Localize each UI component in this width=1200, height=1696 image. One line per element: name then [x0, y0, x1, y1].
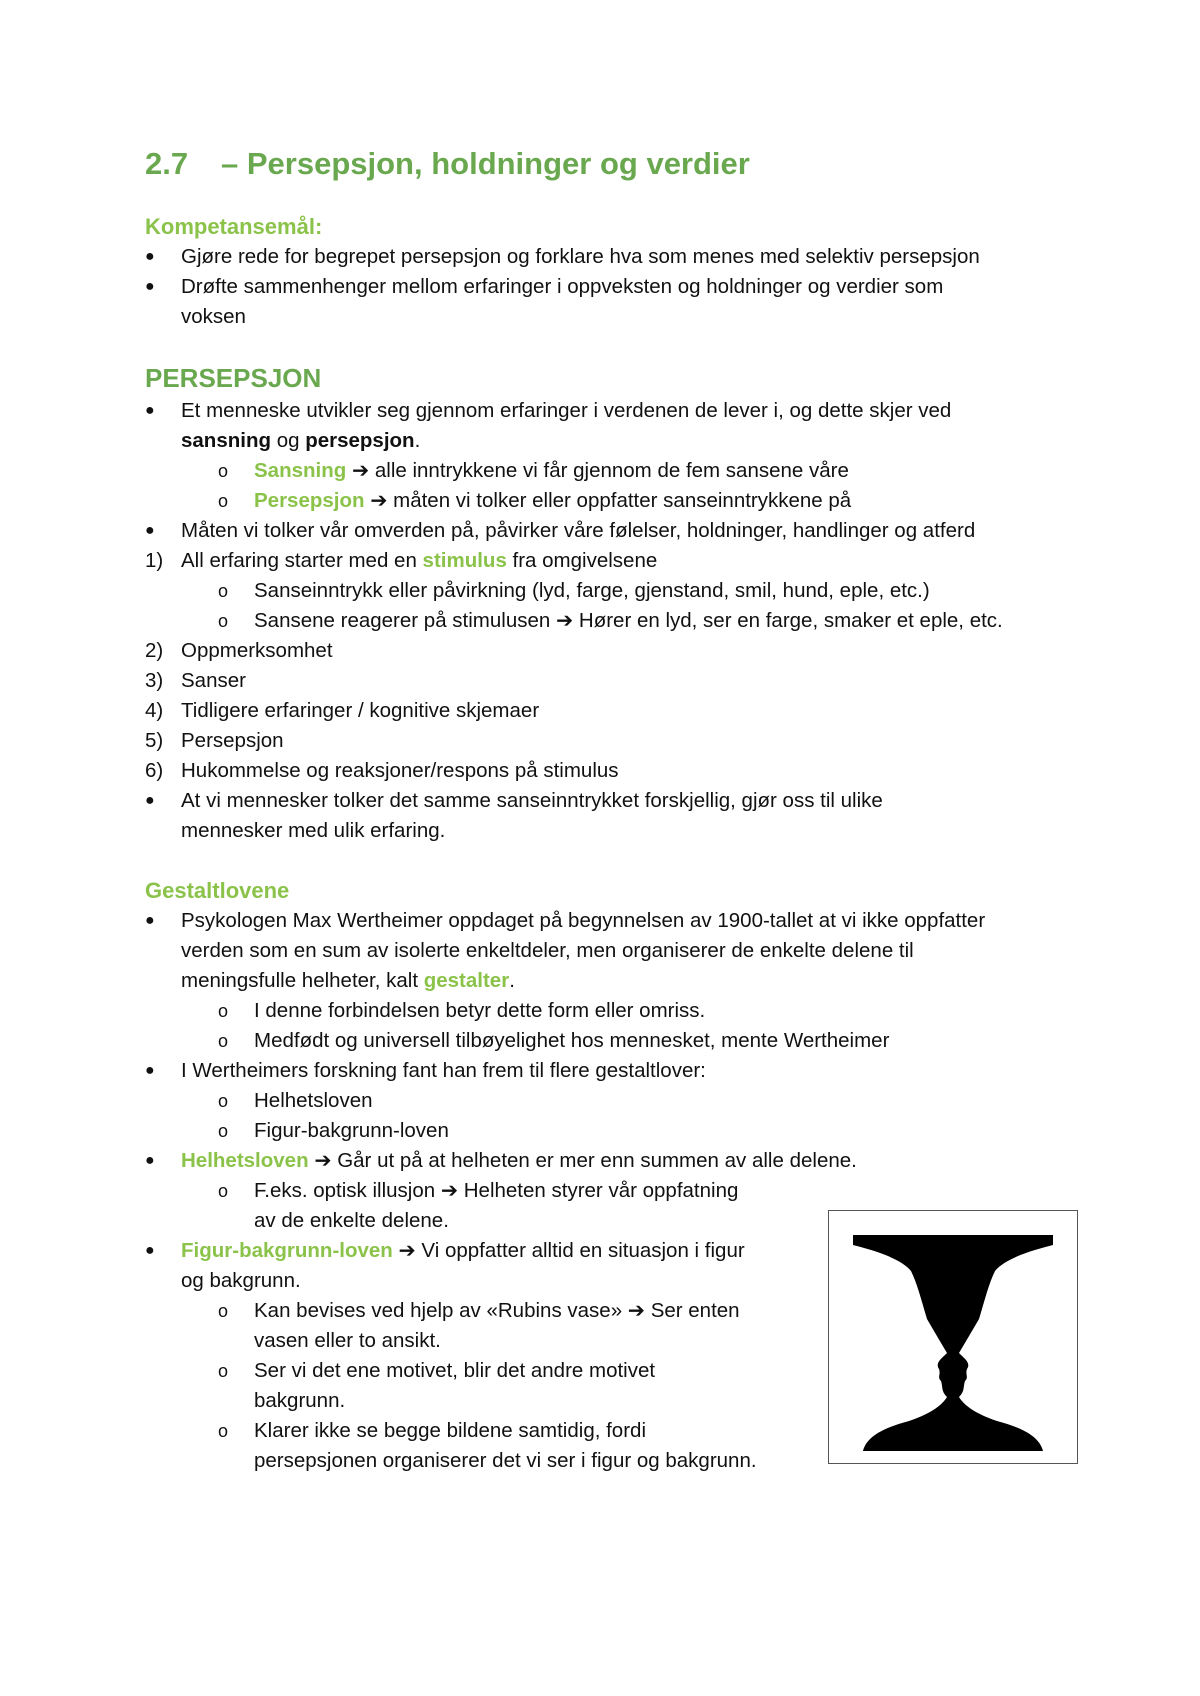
- sub-list-item: o Klarer ikke se begge bildene samtidig, fordi: [145, 1416, 1085, 1446]
- list-item: ● Måten vi tolker vår omverden på, påvirker våre følelser, holdninger, handlinger og atferd: [145, 516, 1085, 546]
- hollow-bullet-icon: o: [218, 1181, 229, 1201]
- persepsjon-heading: PERSEPSJON: [145, 363, 322, 393]
- list-item: ● I Wertheimers forskning fant han frem til flere gestaltlover:: [145, 1056, 1085, 1086]
- sub-list-item: o Helhetsloven: [145, 1086, 1085, 1116]
- sub-list-item-continuation: bakgrunn.: [254, 1389, 346, 1412]
- list-item-continuation: verden som en sum av isolerte enkeltdeler, men organiserer de enkelte delene til: [181, 939, 914, 962]
- arrow-icon: ➔: [314, 1149, 332, 1172]
- page-title: [145, 142, 1085, 186]
- list-item: ● Figur-bakgrunn-loven ➔ Vi oppfatter alltid en situasjon i figur: [145, 1236, 1085, 1266]
- bullet-icon: ●: [145, 792, 155, 809]
- list-item: ● Et menneske utvikler seg gjennom erfaringer i verdenen de lever i, og dette skjer ved: [145, 396, 1085, 426]
- rubins-vase-image: [828, 1210, 1078, 1464]
- list-item: ● Helhetsloven ➔ Går ut på at helheten er mer enn summen av alle delene.: [145, 1146, 1085, 1176]
- bullet-icon: ●: [145, 1242, 155, 1259]
- list-item-continuation: sansning og persepsjon.: [181, 429, 421, 452]
- list-item-continuation: mennesker med ulik erfaring.: [181, 819, 446, 842]
- gestalt-heading: Gestaltlovene: [145, 878, 290, 903]
- hollow-bullet-icon: o: [218, 491, 229, 511]
- arrow-icon: ➔: [351, 459, 370, 482]
- arrow-icon: ➔: [370, 489, 388, 512]
- sub-list-item: o Kan bevises ved hjelp av «Rubins vase» ➔ Ser enten: [145, 1296, 1085, 1326]
- list-item-continuation: meningsfulle helheter, kalt gestalter.: [181, 969, 515, 992]
- hollow-bullet-icon: o: [218, 1361, 229, 1381]
- arrow-icon: ➔: [398, 1239, 416, 1262]
- bullet-icon: ●: [145, 248, 155, 265]
- arrow-icon: ➔: [440, 1179, 459, 1202]
- bullet-icon: ●: [145, 278, 155, 295]
- sub-list-item: o Figur-bakgrunn-loven: [145, 1116, 1085, 1146]
- numbered-item: 3) Sanser: [145, 669, 246, 692]
- bullet-icon: ●: [145, 402, 155, 419]
- list-item-continuation: voksen: [181, 305, 246, 328]
- numbered-item: 6) Hukommelse og reaksjoner/respons på stimulus: [145, 759, 619, 782]
- sub-list-item: o Persepsjon ➔ måten vi tolker eller oppfatter sanseinntrykkene på: [145, 486, 1085, 516]
- list-item: ● Gjøre rede for begrepet persepsjon og forklare hva som menes med selektiv persepsjon: [145, 242, 1085, 272]
- sub-list-item: o Medfødt og universell tilbøyelighet hos mennesket, mente Wertheimer: [145, 1026, 1085, 1056]
- sub-list-item-continuation: persepsjonen organiserer det vi ser i figur og bakgrunn.: [254, 1449, 757, 1472]
- bullet-icon: ●: [145, 522, 155, 539]
- bullet-icon: ●: [145, 912, 155, 929]
- hollow-bullet-icon: o: [218, 1001, 229, 1021]
- list-item: ● Drøfte sammenhenger mellom erfaringer i oppveksten og holdninger og verdier som: [145, 272, 1085, 302]
- numbered-item: 2) Oppmerksomhet: [145, 639, 333, 662]
- sub-list-item: o I denne forbindelsen betyr dette form eller omriss.: [145, 996, 1085, 1026]
- kompetanse-heading: Kompetansemål:: [145, 214, 323, 239]
- hollow-bullet-icon: o: [218, 1421, 229, 1441]
- sub-list-item-continuation: av de enkelte delene.: [254, 1209, 449, 1232]
- hollow-bullet-icon: o: [218, 611, 229, 631]
- hollow-bullet-icon: o: [218, 461, 229, 481]
- list-item: ● At vi mennesker tolker det samme sanseinntrykket forskjellig, gjør oss til ulike: [145, 786, 1085, 816]
- numbered-item: 1) All erfaring starter med en stimulus fra omgivelsene: [145, 549, 658, 572]
- sub-list-item: o Sansene reagerer på stimulusen ➔ Hører en lyd, ser en farge, smaker et eple, etc.: [145, 606, 1085, 636]
- arrow-icon: ➔: [627, 1299, 645, 1322]
- numbered-item: 5) Persepsjon: [145, 729, 284, 752]
- sub-list-item: o Sanseinntrykk eller påvirkning (lyd, farge, gjenstand, smil, hund, eple, etc.): [145, 576, 1085, 606]
- arrow-icon: ➔: [556, 609, 574, 632]
- sub-list-item: o Ser vi det ene motivet, blir det andre motivet: [145, 1356, 1085, 1386]
- rubins-vase-icon: [829, 1211, 1077, 1463]
- sub-list-item: o Sansning ➔ alle inntrykkene vi får gjennom de fem sansene våre: [145, 456, 1085, 486]
- sub-list-item-continuation: vasen eller to ansikt.: [254, 1329, 441, 1352]
- hollow-bullet-icon: o: [218, 581, 229, 601]
- bullet-icon: ●: [145, 1152, 155, 1169]
- numbered-item: 4) Tidligere erfaringer / kognitive skjemaer: [145, 699, 540, 722]
- bullet-icon: ●: [145, 1062, 155, 1079]
- hollow-bullet-icon: o: [218, 1031, 229, 1051]
- sub-list-item: o F.eks. optisk illusjon ➔ Helheten styrer vår oppfatning: [145, 1176, 1085, 1206]
- section-number: 2.7: [145, 146, 189, 181]
- list-item: ● Psykologen Max Wertheimer oppdaget på begynnelsen av 1900-tallet at vi ikke oppfatter: [145, 906, 1085, 936]
- section-title: – Persepsjon, holdninger og verdier: [221, 146, 750, 181]
- hollow-bullet-icon: o: [218, 1091, 229, 1111]
- hollow-bullet-icon: o: [218, 1301, 229, 1321]
- hollow-bullet-icon: o: [218, 1121, 229, 1141]
- list-item-continuation: og bakgrunn.: [181, 1269, 301, 1292]
